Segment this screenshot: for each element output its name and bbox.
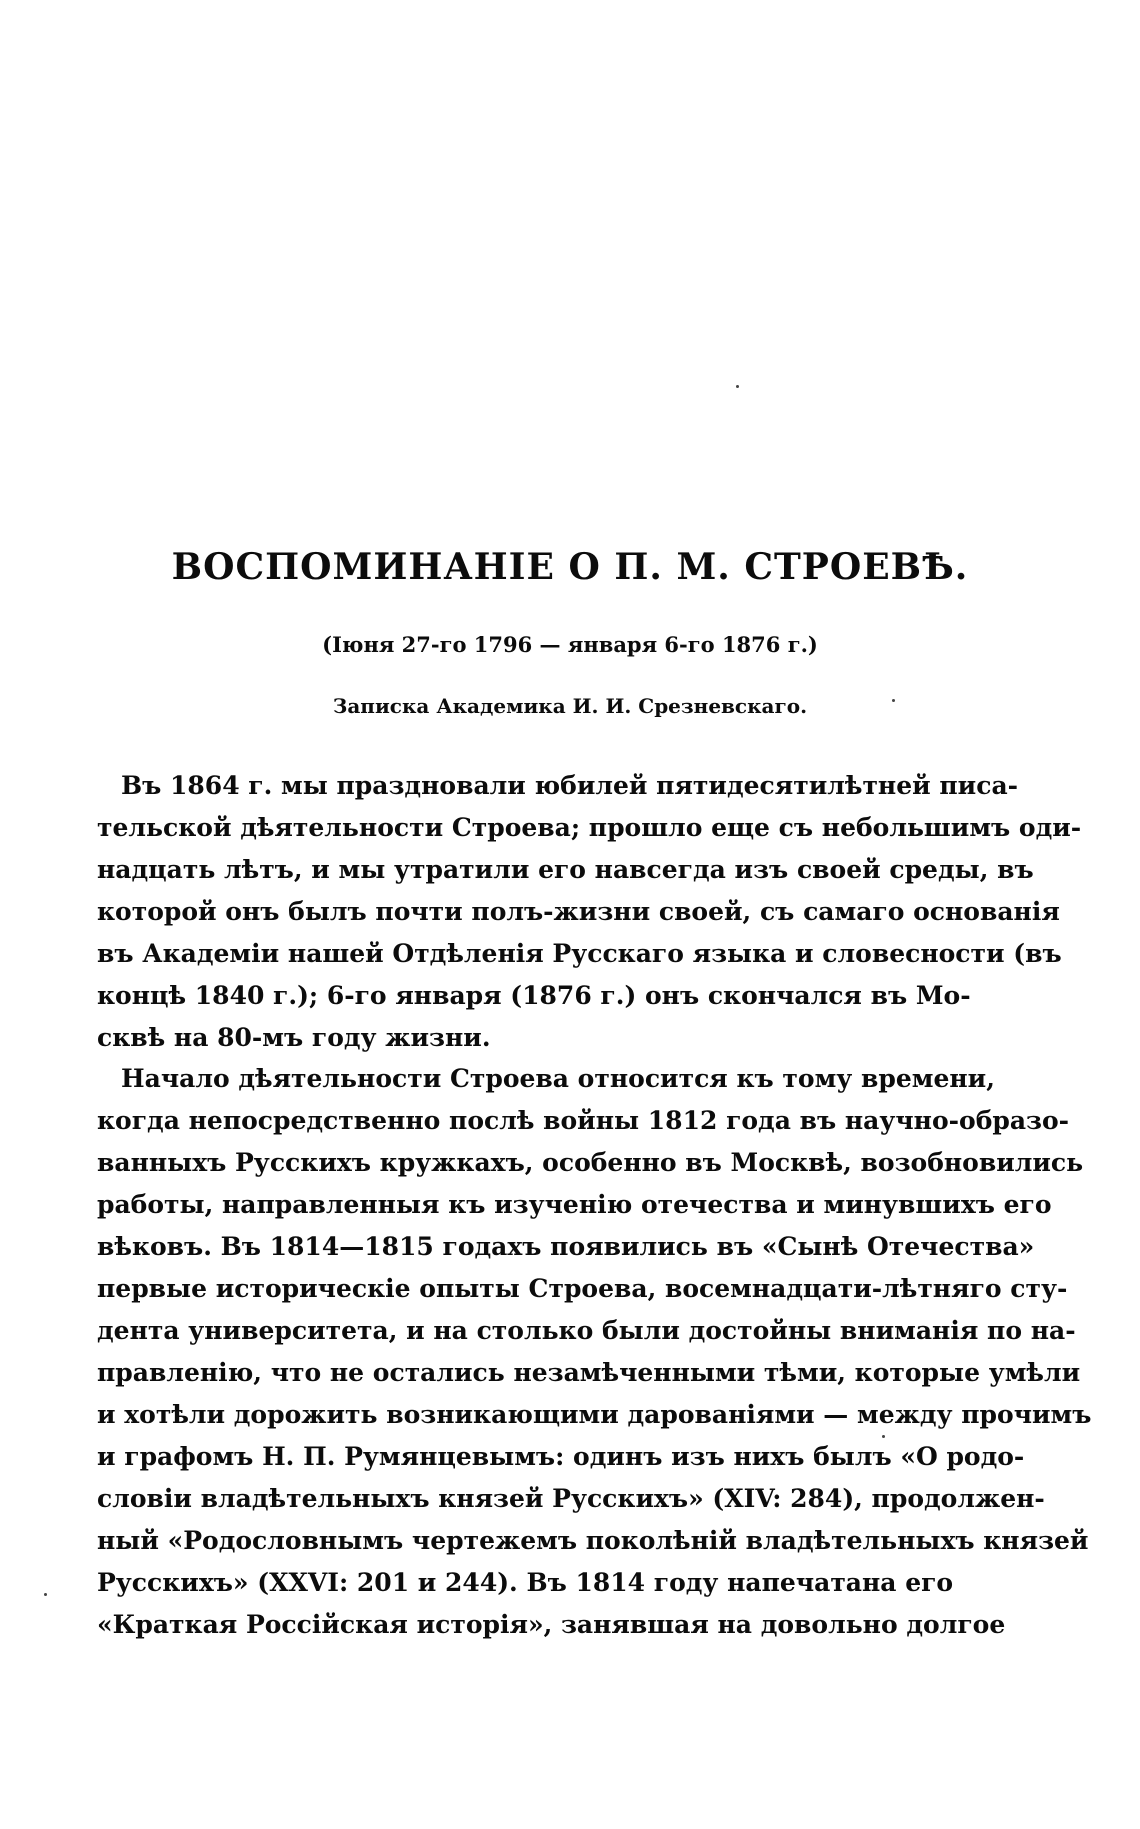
text-line: концѣ 1840 г.); 6-го января (1876 г.) онъ скончался въ Мо- bbox=[97, 981, 971, 1010]
article-title: ВОСПОМИНАНІЕ О П. М. СТРОЕВѢ. bbox=[171, 546, 969, 588]
paragraph-2 bbox=[97, 1058, 1092, 1646]
text-line: ванныхъ Русскихъ кружкахъ, особенно въ Москвѣ, возобновились bbox=[97, 1148, 1084, 1177]
scan-speck bbox=[892, 699, 895, 702]
text-line: «Краткая Россійская исторія», занявшая на довольно долгое bbox=[97, 1610, 1006, 1639]
text-line: Начало дѣятельности Строева относится къ тому времени, bbox=[121, 1064, 995, 1093]
text-line: тельской дѣятельности Строева; прошло еще съ небольшимъ оди- bbox=[97, 813, 1082, 842]
text-line: сквѣ на 80-мъ году жизни. bbox=[97, 1023, 491, 1052]
text-line: и хотѣли дорожить возникающими дарованіями — между прочимъ bbox=[97, 1400, 1092, 1429]
text-line: въ Академіи нашей Отдѣленія Русскаго языка и словесности (въ bbox=[97, 939, 1062, 968]
text-line: словіи владѣтельныхъ князей Русскихъ» (XIV: 284), продолжен- bbox=[97, 1484, 1045, 1513]
text-line: дента университета, и на столько были достойны вниманія по на- bbox=[97, 1316, 1076, 1345]
text-line: работы, направленныя къ изученію отечества и минувшихъ его bbox=[97, 1190, 1052, 1219]
text-line: Русскихъ» (XXVI: 201 и 244). Въ 1814 году напечатана его bbox=[97, 1568, 954, 1597]
article-dates: (Іюня 27-го 1796 — января 6-го 1876 г.) bbox=[322, 632, 818, 657]
text-line: когда непосредственно послѣ войны 1812 года въ научно-образо- bbox=[97, 1106, 1070, 1135]
article-byline: Записка Академика И. И. Срезневскаго. bbox=[332, 694, 808, 718]
text-line: Въ 1864 г. мы праздновали юбилей пятидесятилѣтней писа- bbox=[121, 771, 1019, 800]
text-line: ный «Родословнымъ чертежемъ поколѣній владѣтельныхъ князей bbox=[97, 1526, 1089, 1555]
paragraph-1 bbox=[97, 765, 1082, 1059]
text-line: правленію, что не остались незамѣченными тѣми, которые умѣли bbox=[97, 1358, 1081, 1387]
text-line: надцать лѣтъ, и мы утратили его навсегда изъ своей среды, въ bbox=[97, 855, 1034, 884]
text-line: первые историческіе опыты Строева, восемнадцати-лѣтняго сту- bbox=[97, 1274, 1068, 1303]
text-line: вѣковъ. Въ 1814—1815 годахъ появились въ «Сынѣ Отечества» bbox=[97, 1232, 1035, 1261]
scan-speck bbox=[736, 385, 739, 388]
scan-speck bbox=[882, 1435, 885, 1438]
scan-speck bbox=[44, 1593, 47, 1596]
text-line: и графомъ Н. П. Румянцевымъ: одинъ изъ нихъ былъ «О родо- bbox=[97, 1442, 1025, 1471]
text-line: которой онъ былъ почти полъ-жизни своей, съ самаго основанія bbox=[97, 897, 1060, 926]
